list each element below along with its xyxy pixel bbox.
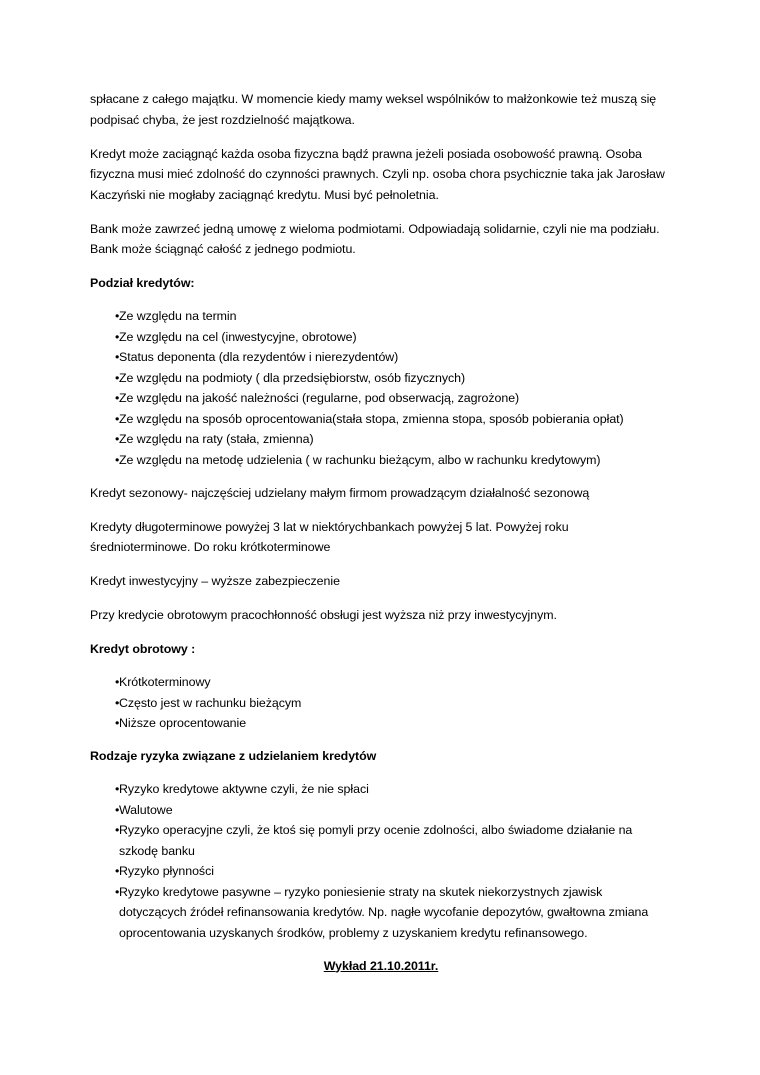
paragraph-majatek: spłacane z całego majątku. W momencie kiedy mamy weksel wspólników to małżonkowie też muszą się podpisać chyba, że jest rozdzielność majątkowa. — [90, 92, 657, 127]
list-item: • Ryzyko kredytowe pasywne – ryzyko poniesienie straty na skutek niekorzystnych zjawisk dotyczących źródeł refinansowania kredytów. Np. nagłe wycofanie depozytów, gwałtowna zmiana oprocentowania uzyskanych środków, problemy z uzyskaniem kredytu refinansowego. — [90, 882, 672, 944]
lecture-title: Wykład 21.10.2011r. — [323, 958, 439, 973]
list-item: • Niższe oprocentowanie — [90, 713, 672, 734]
list-item: • Ze względu na raty (stała, zmienna) — [90, 429, 672, 450]
list-item: • Ze względu na cel (inwestycyjne, obrotowe) — [90, 327, 672, 348]
list-rodzaje-ryzyka — [90, 779, 672, 943]
list-podzial-kredytow — [90, 306, 672, 470]
paragraph-umowa-z-podmiotami: Bank może zawrzeć jedną umowę z wieloma podmiotami. Odpowiadają solidarnie, czyli nie ma podziału. Bank może ściągnąć całość z jednego podmiotu. — [90, 221, 660, 256]
list-item: • Ryzyko operacyjne czyli, że ktoś się pomyli przy ocenie zdolności, albo świadome działanie na szkodę banku — [90, 820, 672, 861]
bullet-marker: • — [115, 391, 120, 405]
heading-kredyt-obrotowy: Kredyt obrotowy : — [90, 642, 196, 656]
paragraph-kredyt-sezonowy: Kredyt sezonowy- najczęściej udzielany małym firmom prowadzącym działalność sezonową — [90, 485, 590, 500]
list-item: • Ze względu na sposób oprocentowania(stała stopa, zmienna stopa, sposób pobierania opłat) — [90, 409, 672, 430]
list-item: • Ze względu na termin — [90, 306, 672, 327]
bullet-marker: • — [115, 329, 120, 344]
bullet-marker: • — [115, 864, 120, 878]
list-item: • Ze względu na jakość należności (regularne, pod obserwacją, zagrożone) — [90, 388, 672, 409]
bullet-marker: • — [115, 823, 120, 837]
list-item: • Ze względu na metodę udzielenia ( w rachunku bieżącym, albo w rachunku kredytowym) — [90, 450, 672, 471]
document-body — [90, 89, 672, 988]
bullet-marker: • — [115, 695, 120, 710]
list-kredyt-obrotowy — [90, 672, 672, 734]
bullet-marker: • — [115, 432, 120, 446]
bullet-marker: • — [115, 782, 120, 796]
list-item: • Krótkoterminowy — [90, 672, 672, 693]
paragraph-kredyty-dlugoterminowe: Kredyty długoterminowe powyżej 3 lat w niektórychbankach powyżej 5 lat. Powyżej roku średnioterminowe. Do roku krótkoterminowe — [90, 519, 569, 554]
bullet-marker: • — [115, 802, 120, 817]
bullet-marker: • — [115, 452, 120, 467]
bullet-marker: • — [115, 716, 120, 730]
paragraph-kredyt-inwestycyjny: Kredyt inwestycyjny – wyższe zabezpieczenie — [90, 574, 340, 588]
bullet-marker: • — [115, 309, 120, 323]
bullet-marker: • — [115, 350, 120, 364]
list-item: • Status deponenta (dla rezydentów i nierezydentów) — [90, 347, 672, 368]
list-item: • Często jest w rachunku bieżącym — [90, 693, 672, 714]
bullet-marker: • — [115, 884, 120, 899]
bullet-marker: • — [115, 411, 120, 426]
list-item: • Walutowe — [90, 800, 672, 821]
list-item: • Ryzyko płynności — [90, 861, 672, 882]
bullet-marker: • — [115, 370, 120, 385]
paragraph-kto-moze-zaciagnac: Kredyt może zaciągnąć każda osoba fizyczna bądź prawna jeżeli posiada osobowość prawną. Osoba fizyczna musi mieć zdolność do czynności prawnych. Czyli np. osoba chora psychicznie taka jak Jarosław Kaczyński nie mogłaby zaciągnąć kredytu. Musi być pełnoletnia. — [90, 146, 665, 202]
heading-podzial-kredytow: Podział kredytów: — [90, 276, 195, 290]
list-item: • Ryzyko kredytowe aktywne czyli, że nie spłaci — [90, 779, 672, 800]
bullet-marker: • — [115, 675, 120, 689]
list-item: • Ze względu na podmioty ( dla przedsiębiorstw, osób fizycznych) — [90, 368, 672, 389]
paragraph-kredyt-obrotowy-pracochlonnosc: Przy kredycie obrotowym pracochłonność obsługi jest wyższa niż przy inwestycyjnym. — [90, 608, 557, 622]
heading-rodzaje-ryzyka: Rodzaje ryzyka związane z udzielaniem kredytów — [90, 749, 377, 763]
